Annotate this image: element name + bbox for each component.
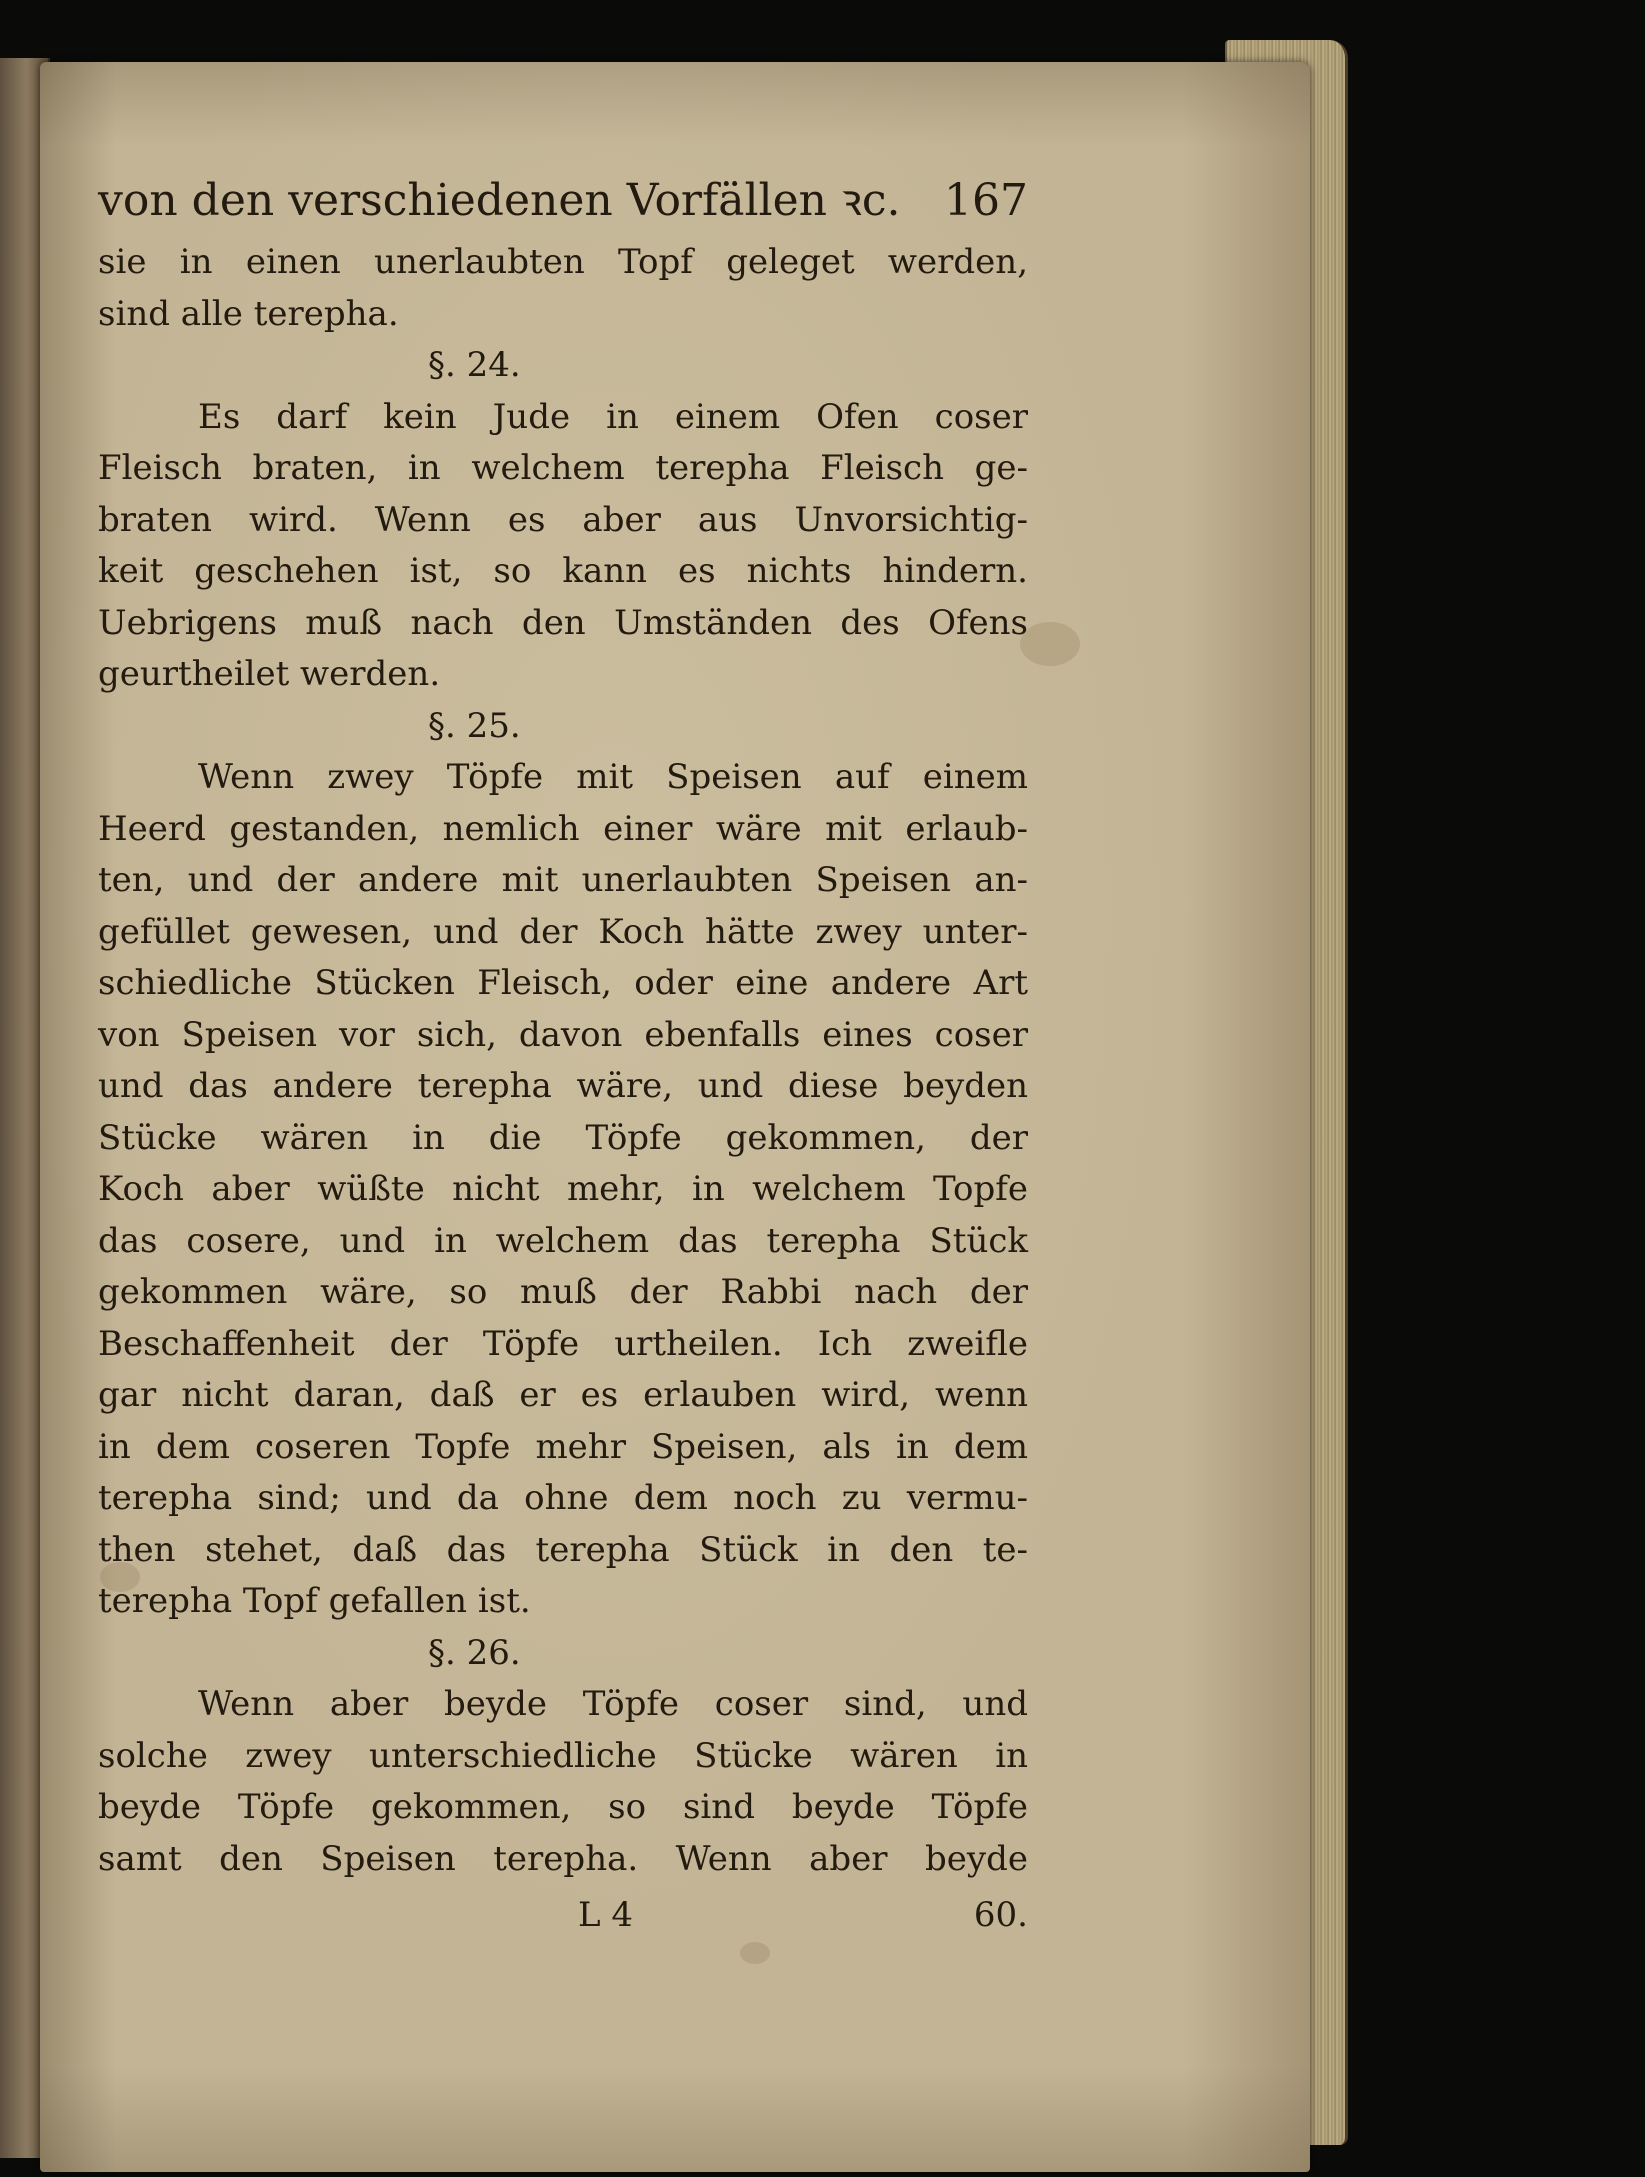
page-number: 167 — [944, 175, 1028, 226]
text-line: Wenn aber beyde Töpfe coser sind, und — [198, 1684, 1028, 1724]
paragraph — [98, 1679, 1028, 1885]
text-line: von Speisen vor sich, davon ebenfalls eines coser — [98, 1014, 1028, 1055]
paragraph — [98, 392, 1028, 701]
text-line: braten wird. Wenn es aber aus Unvorsichtig- — [98, 499, 1028, 540]
paper-stain — [1020, 622, 1080, 666]
text-line: Stücke wären in die Töpfe gekommen, der — [98, 1117, 1028, 1158]
text-line: geurtheilet werden. — [98, 654, 441, 694]
paragraph — [98, 237, 1028, 340]
text-line: beyde Töpfe gekommen, so sind beyde Töpfe — [98, 1787, 1028, 1827]
section-heading: §. 26. — [428, 1632, 521, 1673]
signature-mark: L 4 — [578, 1895, 634, 1935]
text-line: Heerd gestanden, nemlich einer wäre mit erlaub- — [98, 808, 1028, 849]
text-line: das cosere, und in welchem das terepha Stück — [98, 1220, 1028, 1261]
text-line: ten, und der andere mit unerlaubten Speisen an- — [98, 860, 1028, 900]
text-line: solche zwey unterschiedliche Stücke wären in — [98, 1735, 1028, 1776]
text-line: gekommen wäre, so muß der Rabbi nach der — [98, 1272, 1028, 1312]
text-line: Wenn zwey Töpfe mit Speisen auf einem — [198, 757, 1028, 797]
text-line: gar nicht daran, daß er es erlauben wird, wenn — [98, 1375, 1028, 1415]
text-line: in dem coseren Topfe mehr Speisen, als in dem — [98, 1426, 1028, 1467]
text-line: sie in einen unerlaubten Topf geleget werden, — [98, 242, 1028, 282]
text-line: schiedliche Stücken Fleisch, oder eine andere Art — [98, 963, 1028, 1003]
text-line: Beschaffenheit der Töpfe urtheilen. Ich zweifle — [98, 1323, 1028, 1364]
text-line: terepha sind; und da ohne dem noch zu vermu- — [98, 1478, 1028, 1518]
catchword: 60. — [973, 1895, 1028, 1935]
paper-stain — [740, 1942, 770, 1964]
text-line: keit geschehen ist, so kann es nichts hindern. — [98, 551, 1028, 591]
page-footer — [98, 1885, 1028, 1945]
paragraph — [98, 752, 1028, 1628]
section-heading: §. 25. — [428, 705, 521, 746]
text-line: then stehet, daß das terepha Stück in den te- — [98, 1529, 1028, 1570]
text-line: gefüllet gewesen, und der Koch hätte zwey unter- — [98, 911, 1028, 952]
page-body — [98, 237, 1028, 1885]
text-block — [98, 165, 1028, 1945]
text-line: samt den Speisen terepha. Wenn aber beyde — [98, 1838, 1028, 1879]
text-line: Es darf kein Jude in einem Ofen coser — [198, 396, 1028, 437]
running-head — [98, 165, 1028, 237]
section-heading: §. 24. — [428, 345, 521, 385]
text-line: Uebrigens muß nach den Umständen des Ofens — [98, 602, 1028, 643]
text-line: sind alle terepha. — [98, 293, 399, 334]
text-line: terepha Topf gefallen ist. — [98, 1581, 531, 1621]
text-line: Koch aber wüßte nicht mehr, in welchem Topfe — [98, 1169, 1028, 1209]
text-line: und das andere terepha wäre, und diese beyden — [98, 1066, 1028, 1106]
text-line: Fleisch braten, in welchem terepha Fleisch ge- — [98, 448, 1028, 488]
running-head-title: von den verschiedenen Vorfällen ꝛc. — [98, 175, 901, 226]
